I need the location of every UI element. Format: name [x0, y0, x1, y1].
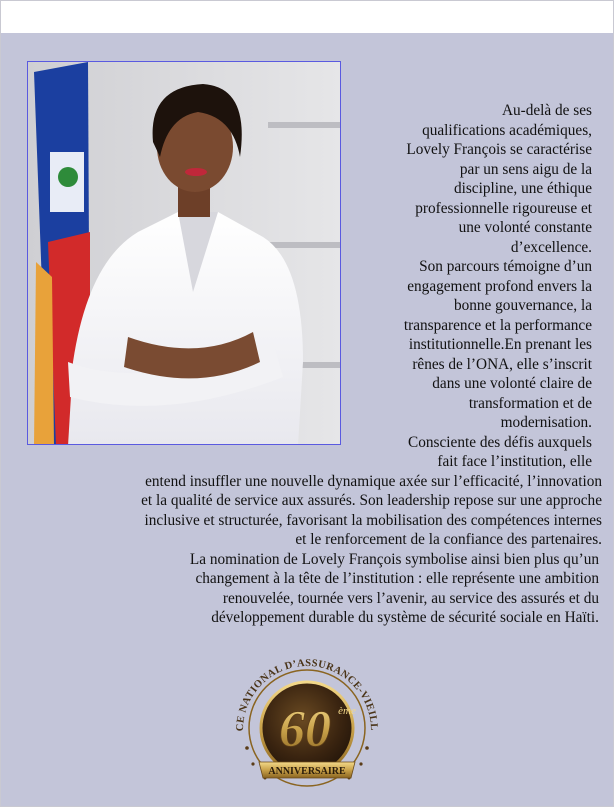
text-line: dans une volonté claire de	[432, 375, 592, 392]
text-line: institutionnelle.En prenant les	[408, 336, 592, 353]
text-line: Au-delà de ses	[501, 102, 592, 119]
seal-ribbon-text: ANNIVERSAIRE	[268, 766, 346, 777]
text-line: La nomination de Lovely François symbolise ainsi bien plus qu’un	[189, 550, 599, 568]
text-line: d’excellence.	[510, 238, 592, 256]
text-line: Son parcours témoigne d’un	[419, 258, 592, 275]
text-line: renouvelée, tournée vers l’avenir, au service des assurés et du	[222, 589, 599, 607]
text-line: rênes de l’ONA, elle s’inscrit	[412, 355, 592, 373]
anniversary-seal-logo	[225, 640, 389, 804]
text-line: modernisation.	[500, 414, 592, 431]
text-line: transparence et la performance	[403, 316, 592, 334]
biography-text	[0, 101, 614, 628]
text-line: entend insuffler une nouvelle dynamique axée sur l’efficacité, l’innovation	[145, 472, 602, 490]
paragraph-1	[0, 101, 614, 257]
paragraph-3	[0, 433, 614, 550]
text-line: transformation et de	[468, 394, 592, 412]
seal-suffix: ème	[338, 705, 356, 717]
text-line: fait face l’institution, elle	[437, 453, 592, 470]
text-line: une volonté constante	[458, 219, 592, 236]
text-line: développement durable du système de sécurité sociale en Haïti.	[211, 609, 599, 626]
text-line: par un sens aigu de la	[459, 160, 592, 178]
text-line: et la qualité de service aux assurés. Son leadership repose sur une approche	[141, 492, 602, 509]
text-line: discipline, une éthique	[453, 180, 592, 197]
text-line: bonne gouvernance, la	[453, 297, 592, 314]
text-line: inclusive et structurée, favorisant la mobilisation des compétences internes	[144, 511, 602, 529]
text-line: qualifications académiques,	[422, 121, 592, 139]
text-line: engagement profond envers la	[407, 277, 592, 295]
text-line: Consciente des défis auxquels	[408, 433, 592, 451]
text-line: changement à la tête de l’institution : elle représente une ambition	[195, 570, 599, 587]
text-line: professionnelle rigoureuse et	[415, 199, 592, 217]
seal-number: 60	[279, 701, 331, 758]
seal-arc-text: CE NATIONAL D’ASSURANCE-VIEILL	[234, 657, 380, 732]
paragraph-4	[0, 550, 614, 628]
text-line: et le renforcement de la confiance des partenaires.	[295, 531, 602, 548]
top-bar	[0, 0, 614, 33]
paragraph-2	[0, 257, 614, 433]
text-line: Lovely François se caractérise	[406, 141, 592, 158]
